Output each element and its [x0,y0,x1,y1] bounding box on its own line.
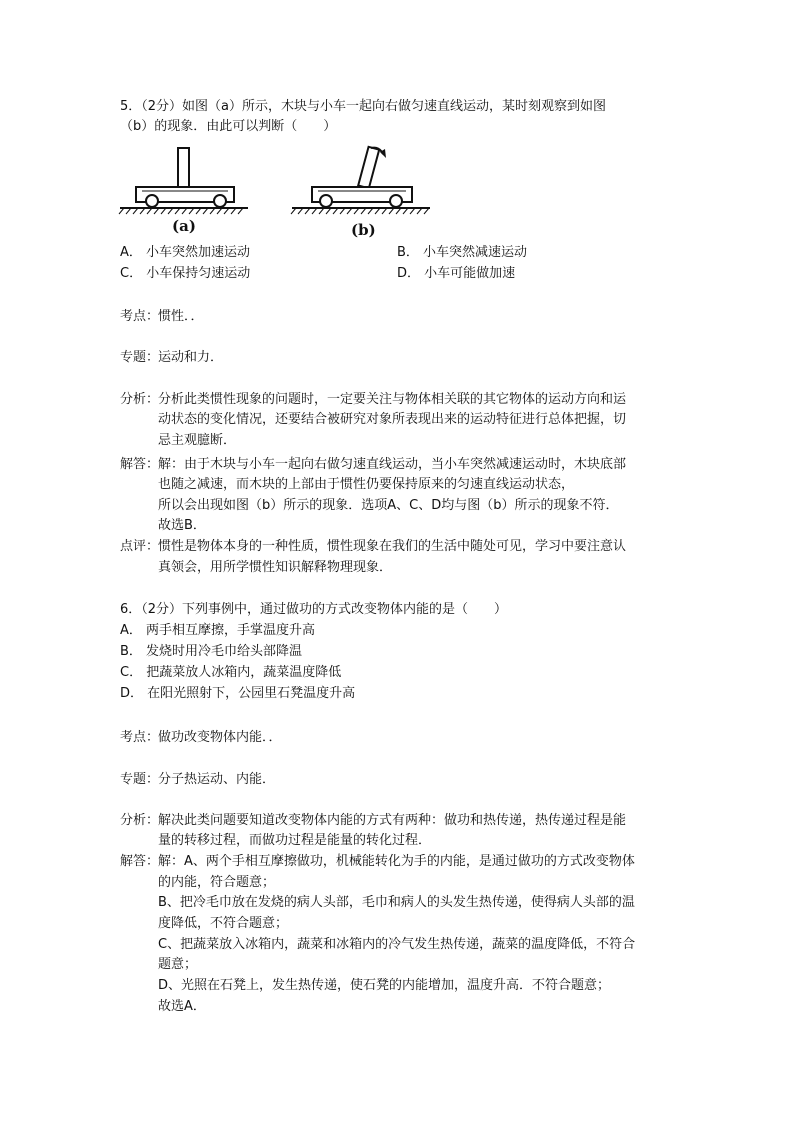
q6-jieda-line3: B、把冷毛巾放在发烧的病人头部，毛巾和病人的头发生热传递，使得病人头部的温 [158,895,635,910]
figure-b-label: (b) [351,221,376,239]
figure-b-tilted-block [358,147,379,188]
q5-kaodian-label: 考点： [120,309,160,324]
figure-b-cart [291,147,430,239]
q6-zhuanti: 分子热运动、内能． [158,772,276,787]
q6-kaodian: 做功改变物体内能．． [158,730,282,745]
q5-dianping-label: 点评： [120,539,160,554]
q5-jieda-label: 解答： [120,457,160,472]
q6-option-b: B． 发烧时用冷毛巾给头部降温 [120,644,303,659]
q5-kaodian: 惯性．． [158,309,204,324]
q6-jieda-line7: D、光照在石凳上，发生热传递，使石凳的内能增加，温度升高．不符合题意； [158,978,611,993]
q5-jieda-line1: 解：由于木块与小车一起向右做匀速直线运动，当小车突然减速运动时，木块底部 [158,457,627,472]
q5-zhuanti-label: 专题： [120,350,160,365]
q6-zhuanti-label: 专题： [120,772,160,787]
q6-jieda-line6: 题意； [158,957,198,972]
q6-jieda-line2: 的内能，符合题意； [158,875,276,890]
q5-option-b: B． 小车突然减速运动 [397,245,528,260]
q5-option-d: D． 小车可能做加速 [397,266,516,281]
figure-a-wheel-left [146,195,158,207]
q5-fenxi-line1: 分析此类惯性现象的问题时，一定要关注与物体相关联的其它物体的运动方向和运 [158,392,627,407]
figure-a-cart [119,148,248,235]
q6-stem: 6．（2分）下列事例中，通过做功的方式改变物体内能的是（ ） [120,602,508,617]
figure-b-wheel-left [320,195,332,207]
figure-b-wheel-right [390,195,402,207]
q5-dianping-line2: 真领会，用所学惯性知识解释物理现象． [158,560,393,575]
q6-jieda-label: 解答： [120,854,160,869]
q6-option-d: D． 在阳光照射下，公园里石凳温度升高 [120,686,356,701]
q6-option-a: A． 两手相互摩擦，手掌温度升高 [120,623,316,638]
q6-jieda-line8: 故选A． [158,999,206,1014]
q6-fenxi-label: 分析： [120,813,160,828]
q5-option-c: C． 小车保持匀速运动 [120,266,251,281]
q6-kaodian-label: 考点： [120,730,160,745]
q6-jieda-line1: 解：A、两个手相互摩擦做功，机械能转化为手的内能，是通过做功的方式改变物体 [158,854,635,869]
figure-a-label: (a) [172,217,196,235]
q5-stem-line2: （b）的现象．由此可以判断（ ） [120,119,337,134]
figure-a-block [178,148,189,187]
q6-jieda-line5: C、把蔬菜放入冰箱内，蔬菜和冰箱内的冷气发生热传递，蔬菜的温度降低，不符合 [158,937,636,952]
q5-option-a: A． 小车突然加速运动 [120,245,251,260]
q6-option-c: C． 把蔬菜放人冰箱内，蔬菜温度降低 [120,665,342,680]
q5-fenxi-label: 分析： [120,392,160,407]
q5-jieda-line4: 故选B． [158,518,206,533]
q5-jieda-line3: 所以会出现如图（b）所示的现象．选项A、C、D均与图（b）所示的现象不符． [158,498,619,513]
q6-fenxi-line1: 解决此类问题要知道改变物体内能的方式有两种：做功和热传递，热传递过程是能 [158,813,627,828]
q5-figure [118,138,438,243]
q5-fenxi-line3: 忌主观臆断． [158,433,237,448]
q5-dianping-line1: 惯性是物体本身的一种性质，惯性现象在我们的生活中随处可见，学习中要注意认 [158,539,627,554]
q5-zhuanti: 运动和力． [158,350,224,365]
q5-fenxi-line2: 动状态的变化情况，还要结合被研究对象所表现出来的运动特征进行总体把握，切 [158,412,627,427]
q5-jieda-line2: 也随之减速，而木块的上部由于惯性仍要保持原来的匀速直线运动状态， [158,477,575,492]
q5-stem-line1: 5．（2分）如图（a）所示，木块与小车一起向右做匀速直线运动，某时刻观察到如图 [120,99,607,114]
q6-fenxi-line2: 量的转移过程，而做功过程是能量的转化过程． [158,833,432,848]
figure-a-wheel-right [214,195,226,207]
q6-jieda-line4: 度降低，不符合题意； [158,916,289,931]
